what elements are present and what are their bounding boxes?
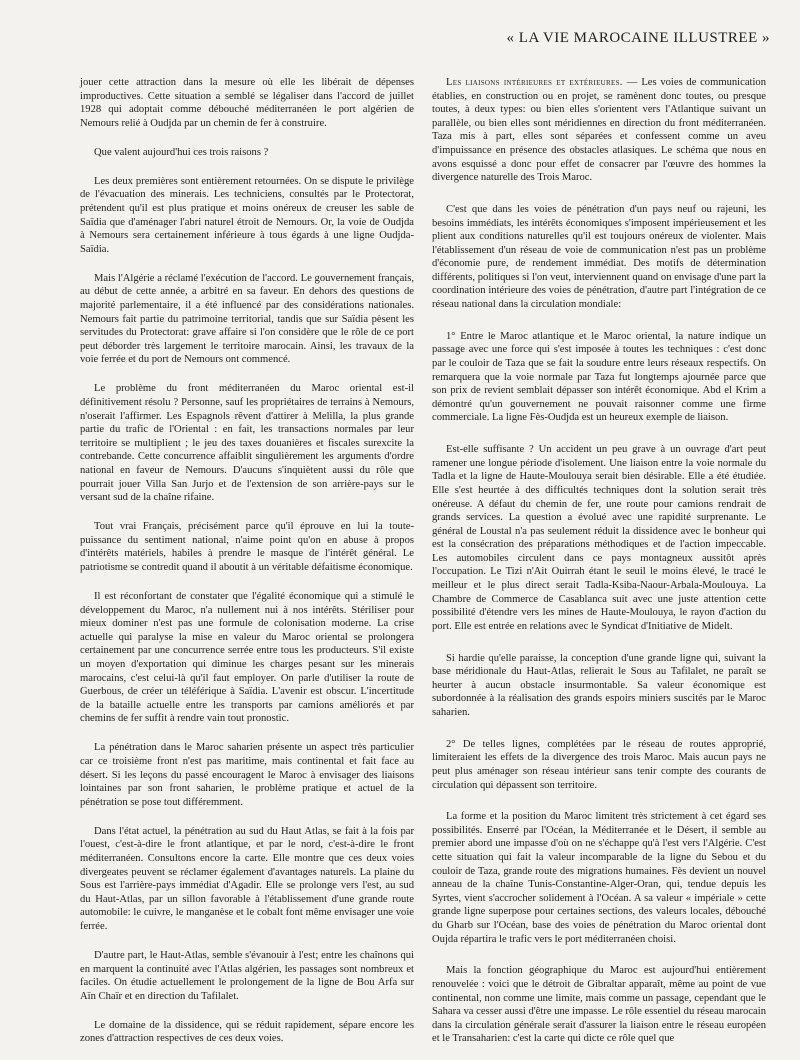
left-column xyxy=(80,76,414,1046)
paragraph: Mais l'Algérie a réclamé l'exécution de l'accord. Le gouvernement français, au début de cette année, a arbitré en sa faveur. En dehors des questions de majorité parlementaire, il a été influencé par des considérations nationales. Nemours fait partie du patrimoine territorial, tandis que sur Saïdia pèsent les servitudes du Protectorat: grave affaire si l'on considère que le rôle de ce port peut déborder très largement le territoire marocain. Ainsi, les travaux de la voie ferrée et du port de Nemours ont commencé. xyxy=(80,272,414,366)
paragraph: Est-elle suffisante ? Un accident un peu grave à un ouvrage d'art peut ramener une longue période d'isolement. Une liaison entre la voie normale du Tadla et la ligne de Haute-Moulouya serait bien désirable. Elle a été étudiée. Elle s'est heurtée à des difficultés techniques dont la solution serait très onéreuse. A défaut du chemin de fer, une route pour camions rendrait de grands services. La question a évolué avec une rapidité surprenante. Le général de Loustal n'a pas seulement réduit la dissidence avec le bonheur qui est la consécration des préparations méthodiques et de l'action impeccable. Les automobiles circulent dans ce pays montagneux aussitôt après l'occupation. Le Tizi n'Ait Ouirrah étant le seuil le moins élevé, le tracé le meilleur et le plus direct serait Tadla-Ksiba-Naour-Arbala-Moulouya. La Chambre de Commerce de Casablanca suit avec une juste attention cette possibilité d'étendre vers les mines de Haute-Moulouya, le rayon d'action du port. Elle est entrée en relations avec le Syndicat d'Initiative de Midelt. xyxy=(432,444,766,632)
paragraph: Que valent aujourd'hui ces trois raisons ? xyxy=(94,146,269,158)
paragraph: Le domaine de la dissidence, qui se réduit rapidement, sépare encore les zones d'attraction respectives de ces deux voies. xyxy=(80,1019,414,1045)
paragraph: Si hardie qu'elle paraisse, la conception d'une grande ligne qui, suivant la base méridionale du Haut-Atlas, relierait le Sous au Tafilalet, ne paraît se heurter à aucun obstacle insurmontable. Sa valeur économique est subordonnée à la réalisation des grands espoirs miniers suscités par le Maroc saharien. xyxy=(432,652,766,718)
paragraph xyxy=(432,76,766,185)
paragraph: Il est réconfortant de constater que l'égalité économique qui a stimulé le développement du Maroc, n'a nullement nui à nos intérêts. Stériliser pour mieux dominer n'est pas une formule de colonisation moderne. La crise actuelle qui paralyse la mise en valeur du Maroc oriental se prolongera certainement par une concurrence serrée entre tous les producteurs. S'il existe un moyen d'exportation qui diminue les charges pesant sur les minerais marocains, c'est celui-là qu'il faut employer. On parle d'utiliser la route de Guerbous, de créer un téléférique à Saïdia. L'avenir est obscur. L'incertitude de la bataille actuelle entre les transports par camions améliorés et par chemins de fer suffit à rendre vain tout pronostic. xyxy=(80,591,414,725)
article-body xyxy=(80,76,766,1046)
paragraph: La pénétration dans le Maroc saharien présente un aspect très particulier car ce troisième front n'est pas maritime, mais continental et fait face au désert. Si les leçons du passé encouragent le Maroc à envisager des liaisons lointaines par son front saharien, le problème pratique et actuel de la pénétration se pose tout différemment. xyxy=(80,742,414,808)
paragraph: Mais la fonction géographique du Maroc est aujourd'hui entièrement renouvelée : voici que le détroit de Gibraltar apparaît, même au point de vue continental, non comme une limite, mais comme un passage, cependant que le Sahara va cesser aussi d'être une impasse. Le rôle essentiel du réseau marocain dans la circulation générale serait d'assurer la liaison entre le réseau européen et le Transaharien: c'est la carte qui dicte ce rôle quel que xyxy=(432,965,767,1045)
paragraph-text: Les voies de communication établies, en construction ou en projet, se ramènent donc toutes, ou presque toutes, à deux types: ou bien elles s'orientent vers l'Atlantique suivant un parallèle, ou bien elles sont méridiennes en direction du front méditerranéen. Taza mis à part, elles sont séparées et confessent comme un aveu d'impuissance en présence des obstacles atlasiques. Le schéma que nous en avons esquissé a donc pour effet de consacrer par l'œuvre des hommes la divergence naturelle des Trois Maroc. xyxy=(432,77,766,184)
running-header: « LA VIE MAROCAINE ILLUSTREE » xyxy=(506,30,770,46)
paragraph: Tout vrai Français, précisément parce qu'il éprouve en lui la toute-puissance du sentiment national, n'aime point qu'on en abuse à propos d'intérêts matériels, habiles à prendre le masque de l'intérêt général. Le patriotisme se contredit quand il aboutit à un véritable défaitisme économique. xyxy=(80,521,414,573)
paragraph: 1° Entre le Maroc atlantique et le Maroc oriental, la nature indique un passage avec une force qui s'est imposée à toutes les techniques : c'est donc par le couloir de Taza que se fait la soudure entre leurs réseaux respectifs. On remarquera que la voie normale par Taza fut longtemps ajournée parce que son prix de revient semblait dépasser son intérêt économique. Abd el Krim a démontré qu'un gouvernement ne pouvait raisonner comme une firme commerciale. La ligne Fès-Oudjda est un heureux exemple de liaison. xyxy=(432,330,766,424)
paragraph: 2° De telles lignes, complétées par le réseau de routes approprié, limiteraient les effets de la divergence des trois Maroc. Mais aucun pays ne peut plus aménager son réseau intérieur sans tenir compte des courants de circulation qui dépassent son territoire. xyxy=(432,738,766,791)
section-heading: Les liaisons intérieures et extérieures. — xyxy=(446,77,638,88)
paragraph: D'autre part, le Haut-Atlas, semble s'évanouir à l'est; entre les chaînons qui en marquent la continuité avec l'Atlas algérien, les passages sont nombreux et faciles. On étudie actuellement le prolongement de la ligne de Bou Arfa sur Aïn Chaïr et en direction du Tafilalet. xyxy=(80,950,414,1002)
paragraph: Les deux premières sont entièrement retournées. On se dispute le privilège de l'évacuation des minerais. Les techniciens, consultés par le Protectorat, prétendent qu'il est plus pratique et moins onéreux de creuser les sable de Saïdia que d'aménager l'abri naturel étroit de Nemours. Or, la voie de Oudjda à Nemours sera certainement inférieure à tous égards à une ligne Oudjda-Saïdia. xyxy=(80,175,414,255)
paragraph: La forme et la position du Maroc limitent très strictement à cet égard ses possibilités. Enserré par l'Océan, la Méditerranée et le Désert, il semble au premier abord une impasse d'où on ne s'échappe qu'à l'est vers l'Algérie. C'est cette situation qui fait la valeur incomparable de la ligne du Sebou et du couloir de Taza, grande route des migrations humaines. Fès devient un nouvel anneau de la chaîne Tunis-Constantine-Alger-Oran, qui, tendue depuis les Syrtes, vient s'accrocher solidement à l'Océan. A sa valeur « impériale » cette grande ligne superpose pour certaines sections, des valeurs locales, débouché du Gharb sur l'Océan, base des voies de pénétration du Maroc oriental dont Oujda répartira le trafic vers le port méditerranéen choisi. xyxy=(432,811,766,945)
paragraph: jouer cette attraction dans la mesure où elle les libérait de dépenses improductives. Cette situation a semblé se légaliser dans l'accord de juillet 1928 qui adoptait comme débouché méditerranéen le port algérien de Nemours relié à Oudjda par un chemin de fer à construire. xyxy=(80,77,414,129)
right-column xyxy=(432,76,766,1046)
paragraph: C'est que dans les voies de pénétration d'un pays neuf ou rajeuni, les besoins immédiats, les intérêts économiques s'imposent impérieusement et les plient aux conditions naturelles qu'il est toujours onéreux de violenter. Mais l'établissement d'un réseau de voie de communication n'est pas un problème d'économie pure, de rendement immédiat. Des motifs de détermination différents, politiques si l'on veut, interviennent quand on envisage d'une part la coordination intérieure des voies de pénétration, d'autre part l'intégration de ce réseau national dans la circulation mondiale: xyxy=(432,203,766,311)
paragraph: Dans l'état actuel, la pénétration au sud du Haut Atlas, se fait à la fois par l'ouest, c'est-à-dire le front atlantique, et par le nord, c'est-à-dire le front méditerranéen. Consultons encore la carte. Elle montre que ces deux voies divergeates peuvent se réclamer également d'avantages naturels. La plaine du Sous est l'arrière-pays immédiat d'Agadir. Elle se prolonge vers l'est, au sud du Haut-Atlas, par un sillon favorable à l'établissement d'une grande route automobile: le cuivre, le manganèse et le cobalt font même envisager une voie ferrée. xyxy=(80,825,414,932)
paragraph: Le problème du front méditerranéen du Maroc oriental est-il définitivement résolu ? Personne, sauf les propriétaires de terrains à Nemours, n'oserait l'affirmer. Les Espagnols rêvent d'attirer à Melilla, la plus grande partie du trafic de l'Oriental : en fait, les transactions normales par leur territoire se multiplient ; le jeu des taxes douanières et fiscales surexcite la contrebande. Cette concurrence affaiblit singulièrement les arguments d'ordre national en faveur de Nemours. D'aucuns s'inquiètent aussi du rôle que pourrait jouer Villa San Jurjo et de l'extension de son arrière-pays sur le versant sud de la chaîne rifaine. xyxy=(80,383,414,504)
